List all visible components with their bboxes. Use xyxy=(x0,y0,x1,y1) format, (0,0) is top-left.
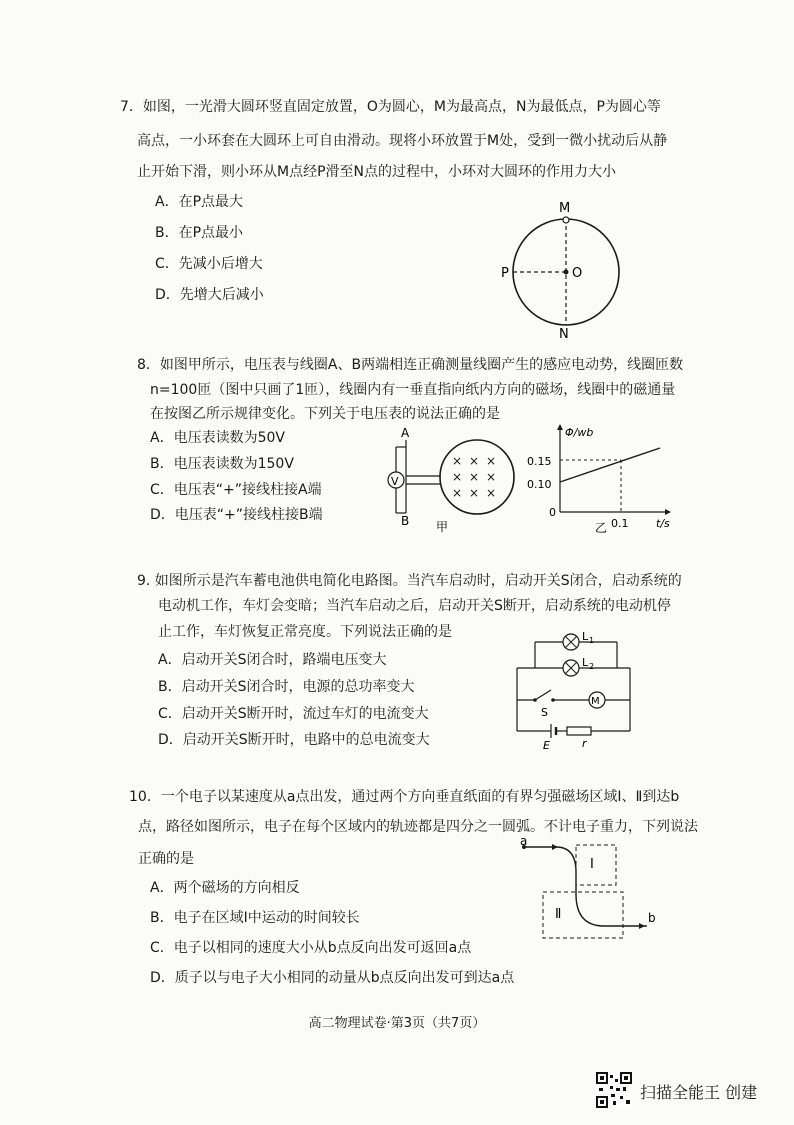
internal-resistor xyxy=(567,727,591,735)
q10-stem-line-1: 10．一个电子以某速度从a点出发，通过两个方向垂直纸面的有界匀强磁场区域Ⅰ、Ⅱ到达b xyxy=(129,789,680,805)
svg-text:×: × xyxy=(486,486,497,500)
q8-flux-graph-yi xyxy=(527,420,675,535)
magnetic-field-crosses xyxy=(452,454,496,500)
label-region-ii: Ⅱ xyxy=(555,907,562,922)
scanner-watermark: 扫描全能王 创建 xyxy=(640,1083,758,1102)
q9-stem-line-1: 9. 如图所示是汽车蓄电池供电简化电路图。当汽车启动时，启动开关S闭合，启动系统的 xyxy=(137,573,682,589)
electron-path xyxy=(524,847,647,926)
q9-circuit-figure xyxy=(505,628,645,753)
label-r: r xyxy=(582,737,587,750)
label-l1: L xyxy=(582,630,589,643)
q8-option-d[interactable]: D．电压表“+”接线柱接B端 xyxy=(150,507,323,523)
q9-option-b[interactable]: B．启动开关S闭合时，电源的总功率变大 xyxy=(158,679,415,695)
x-tick-01: 0.1 xyxy=(611,517,629,530)
q8-option-b[interactable]: B．电压表读数为150V xyxy=(150,456,294,472)
x-axis-label: t/s xyxy=(656,517,670,530)
page-footer: 高二物理试卷·第3页（共7页） xyxy=(308,1016,486,1031)
label-l1-sub: 1 xyxy=(589,636,595,645)
q9-stem-line-2: 电动机工作，车灯会变暗；当汽车启动之后，启动开关S断开，启动系统的电动机停 xyxy=(158,598,671,614)
label-a: A xyxy=(401,426,410,440)
q8-stem-line-2: n=100匝（图中只画了1匝），线圈内有一垂直指向纸内方向的磁场，线圈中的磁通量 xyxy=(150,382,676,398)
q8-stem-line-3: 在按图乙所示规律变化。下列关于电压表的说法正确的是 xyxy=(150,406,500,422)
q10-option-c[interactable]: C．电子以相同的速度大小从b点反向出发可返回a点 xyxy=(150,940,472,956)
q10-option-a[interactable]: A．两个磁场的方向相反 xyxy=(150,880,300,896)
label-a: a xyxy=(520,834,528,848)
label-l2: L xyxy=(582,656,589,669)
svg-text:×: × xyxy=(469,486,480,500)
label-b: B xyxy=(401,514,410,528)
label-b: b xyxy=(648,911,656,925)
q7-stem-line-3: 止开始下滑，则小环从M点经P滑至N点的过程中，小环对大圆环的作用力大小 xyxy=(137,164,616,180)
y-tick-015: 0.15 xyxy=(527,455,552,468)
q7-stem-line-1: 7．如图，一光滑大圆环竖直固定放置，O为圆心，M为最高点，N为最低点，P为圆心等 xyxy=(120,99,661,115)
caption-yi: 乙 xyxy=(595,521,608,535)
q8-coil-figure-jia xyxy=(380,425,525,535)
label-s: S xyxy=(541,706,548,719)
label-m: M xyxy=(559,201,571,216)
q7-option-a[interactable]: A．在P点最大 xyxy=(155,194,244,210)
svg-text:×: × xyxy=(452,454,463,468)
q8-option-c[interactable]: C．电压表“+”接线柱接A端 xyxy=(150,482,322,498)
svg-text:×: × xyxy=(469,454,480,468)
q7-circle-figure xyxy=(495,200,640,340)
q10-stem-line-2: 点，路径如图所示，电子在每个区域内的轨迹都是四分之一圆弧。不计电子重力，下列说法 xyxy=(138,819,698,835)
region-i xyxy=(576,845,616,885)
small-ring xyxy=(563,217,569,223)
y-tick-010: 0.10 xyxy=(527,478,552,491)
label-v: V xyxy=(391,475,399,488)
label-l2-sub: 2 xyxy=(589,662,595,671)
q9-stem-line-3: 止工作，车灯恢复正常亮度。下列说法正确的是 xyxy=(158,624,452,640)
switch-s xyxy=(535,690,551,700)
svg-text:×: × xyxy=(486,470,497,484)
y-tick-0: 0 xyxy=(549,506,556,519)
q8-option-a[interactable]: A．电压表读数为50V xyxy=(150,430,285,446)
q10-stem-line-3: 正确的是 xyxy=(138,851,194,867)
q8-stem-line-1: 8．如图甲所示，电压表与线圈A、B两端相连正确测量线圈产生的感应电动势，线圈匝数 xyxy=(137,357,684,373)
q10-option-d[interactable]: D．质子以与电子大小相同的动量从b点反向出发可到达a点 xyxy=(150,970,515,986)
q7-option-b[interactable]: B．在P点最小 xyxy=(155,225,244,241)
label-o: O xyxy=(572,266,583,281)
svg-text:×: × xyxy=(469,470,480,484)
caption-jia: 甲 xyxy=(436,520,449,534)
flux-line xyxy=(560,448,660,482)
q7-stem-line-2: 高点，一小环套在大圆环上可自由滑动。现将小环放置于M处，受到一微小扰动后从静 xyxy=(137,133,668,149)
label-motor: M xyxy=(591,696,600,707)
q7-option-d[interactable]: D．先增大后减小 xyxy=(155,287,264,303)
q10-option-b[interactable]: B．电子在区域Ⅰ中运动的时间较长 xyxy=(150,910,360,926)
center-dot xyxy=(564,270,569,275)
q7-option-c[interactable]: C．先减小后增大 xyxy=(155,256,263,272)
qr-code-icon xyxy=(596,1072,632,1108)
label-region-i: Ⅰ xyxy=(590,857,594,872)
svg-text:×: × xyxy=(452,470,463,484)
q10-path-figure xyxy=(512,832,667,944)
label-e: E xyxy=(543,739,550,752)
label-p: P xyxy=(501,266,509,281)
y-axis-label: Φ/wb xyxy=(565,426,594,439)
svg-text:×: × xyxy=(486,454,497,468)
svg-text:×: × xyxy=(452,486,463,500)
q9-option-d[interactable]: D．启动开关S断开时，电路中的总电流变大 xyxy=(158,732,430,748)
label-n: N xyxy=(559,327,569,342)
q9-option-c[interactable]: C．启动开关S断开时，流过车灯的电流变大 xyxy=(158,706,429,722)
q9-option-a[interactable]: A．启动开关S闭合时，路端电压变大 xyxy=(158,652,387,668)
